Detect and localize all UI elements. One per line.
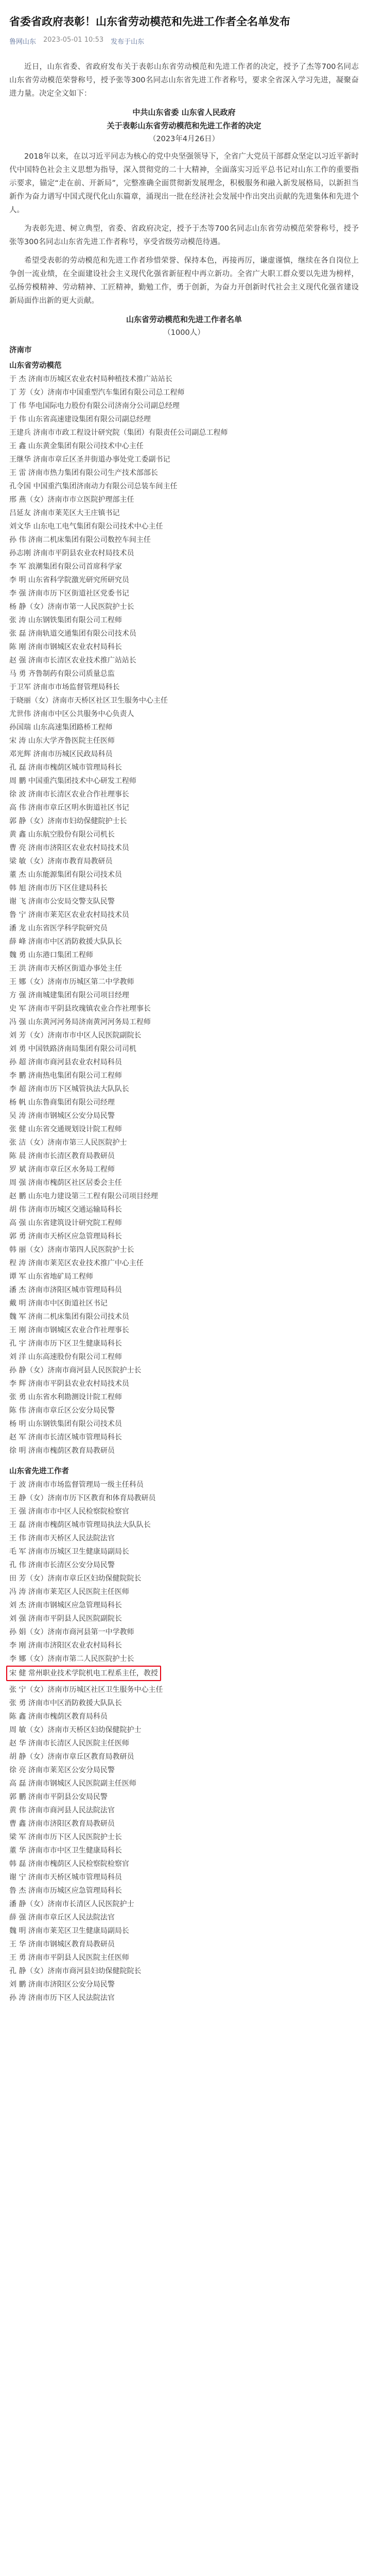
decision-date: （2023年4月26日） [148,135,220,143]
honoree-row: 孔 伟 济南市长清区公安分局民警 [9,1561,115,1569]
honoree-row: 孙国瑞 山东高速集团路桥工程师 [9,723,113,732]
honoree-row: 张 勇 山东省水利勘测设计院工程师 [9,1393,122,1401]
honoree-row: 郭 鹏 济南市平阴县公安局民警 [9,1793,108,1801]
honoree-row: 刘 芳（女）济南市市中区人民医院副院长 [9,1031,142,1040]
honoree-row: 孙 伟 济南二机床集团有限公司数控车间主任 [9,536,151,544]
honoree-row: 郭 勇 济南市天桥区应急管理局科长 [9,1232,122,1241]
honoree-row: 王 娜（女）济南市历城区第二中学教师 [9,978,134,986]
honoree-row: 徐 明 济南市槐荫区教育局教研员 [9,1447,115,1455]
honoree-row: 谢 飞 济南市公安局交警支队民警 [9,897,115,906]
honoree-row: 孙志刚 济南市平阴县农业农村局技术员 [9,549,134,557]
honoree-row: 魏 明 济南市莱芜区卫生健康局副局长 [9,1927,129,1935]
honoree-row: 邢 燕（女）济南市市立医院护理部主任 [9,496,134,504]
honoree-row: 李 军 浪潮集团有限公司首席科学家 [9,563,122,571]
honoree-row: 张 健 山东省交通规划设计院工程师 [9,1125,122,1133]
honoree-row: 薛 强 济南市章丘区人民法院法官 [9,1913,115,1922]
labor-model-list [9,372,359,1458]
honoree-row: 李 辉 济南市平阴县农业农村局技术员 [9,1380,129,1388]
honoree-row: 于晓丽（女）济南市天桥区社区卫生服务中心主任 [9,697,168,705]
honoree-row: 张 宁（女）济南市历城区社区卫生服务中心主任 [9,1686,163,1694]
honoree-row: 王 刚 济南市钢城区农业合作社理事长 [9,1326,129,1334]
honoree-row: 董 杰 山东能源集团有限公司技术员 [9,871,122,879]
honoree-row: 曹 鑫 济南市济阳区教育局教研员 [9,1820,115,1828]
honoree-row: 刘 勇 中国铁路济南局集团有限公司司机 [9,1045,136,1053]
honoree-row: 韩 旭 济南市历下区住建局科长 [9,884,108,892]
honoree-row: 王 勇 济南市平阴县人民医院主任医师 [9,1954,129,1962]
honoree-row: 杨 帆 山东鲁商集团有限公司经理 [9,1098,115,1107]
honoree-row: 张 涛 山东钢铁集团有限公司工程师 [9,616,122,624]
honoree-row: 潘 龙 山东省医学科学院研究员 [9,924,108,933]
honoree-row: 王继华 济南市章丘区圣井街道办事处党工委副书记 [9,455,170,464]
honoree-row: 赵 鹏 山东电力建设第三工程有限公司项目经理 [9,1192,158,1200]
honoree-row: 魏 军 济南二机床集团有限公司技术员 [9,1313,129,1321]
honoree-row: 丁 伟 华电国际电力股份有限公司济南分公司副总经理 [9,402,180,410]
honoree-row: 方 强 济南城建集团有限公司项目经理 [9,991,129,999]
article-title: 省委省政府表彰！山东省劳动模范和先进工作者全名单发布 [9,15,290,28]
honoree-row: 王建兵 济南市市政工程设计研究院（集团）有限责任公司副总工程师 [9,429,228,437]
honoree-row: 于 波 济南市市场监督管理局一级主任科员 [9,1481,144,1489]
honoree-row: 孔 宇 济南市历下区卫生健康局科长 [9,1340,122,1348]
honoree-row: 冯 涛 济南市莱芜区人民医院主任医师 [9,1588,129,1596]
honoree-row: 赵 强 济南市长清区农业技术推广站站长 [9,656,136,665]
honoree-row: 韩 丽（女）济南市第四人民医院护士长 [9,1246,134,1254]
honoree-row: 薛 峰 济南市中区消防救援大队队长 [9,938,122,946]
honoree-row: 赵 军 济南市长清区城市管理局科长 [9,1433,122,1442]
honoree-row: 李 刚 济南市济阳区农业农村局科长 [9,1641,122,1650]
list-count: （1000人） [163,329,205,337]
honoree-row: 吕延友 济南市莱芜区大王庄镇书记 [9,509,120,517]
honoree-row: 孙 静（女）济南市商河县人民医院护士长 [9,1366,142,1375]
honoree-row: 于卫军 济南市市场监督管理局科长 [9,683,120,691]
honoree-row: 高 强 山东省建筑设计研究院工程师 [9,1219,122,1227]
honoree-row: 张 勇 济南市中区消防救援大队队长 [9,1699,122,1707]
honoree-row: 李 强 济南市历下区街道社区党委书记 [9,589,129,598]
honoree-row: 李 鹏 济南热电集团有限公司工程师 [9,1072,122,1080]
honoree-row: 罗 斌 济南市章丘区水务局工程师 [9,1165,115,1174]
honoree-row: 郭 静（女）济南市妇幼保健院护士长 [9,817,127,825]
honoree-row: 谭 军 山东省地矿局工程师 [9,1273,93,1281]
honoree-row: 史 军 济南市平阴县玫瑰镇农业合作社理事长 [9,1005,151,1013]
honoree-row: 王 静（女）济南市历下区教育和体育局教研员 [9,1494,156,1502]
honoree-row: 徐 亮 济南市莱芜区公安分局民警 [9,1766,115,1774]
honoree-row: 王 鑫 山东黄金集团有限公司技术中心主任 [9,442,144,450]
body-paragraph-3: 希望受表彰的劳动模范和先进工作者珍惜荣誉、保持本色，再接再厉，谦虚谨慎，继续在各自岗位上争创一流业绩，在全面建设社会主义现代化强省新征程中再立新功。全省广大职工群众要以先进为榜样，弘扬劳模精神、劳动精神、工匠精神，勤勉工作，勇于创新，为奋力开创新时代社会主义现代化强省建设新局面作出新的更大贡献。 [9,257,359,305]
honoree-row: 梁 敏（女）济南市教育局教研员 [9,857,113,866]
honoree-row: 胡 伟 济南市历城区交通运输局科长 [9,1206,122,1214]
honoree-row: 黄 伟 济南市商河县人民法院法官 [9,1806,115,1815]
honoree-row: 魏 勇 山东港口集团工程师 [9,951,93,959]
honoree-row: 鲁 宁 济南市莱芜区农业农村局技术员 [9,911,129,919]
honoree-row: 马 勇 齐鲁制药有限公司质量总监 [9,670,115,678]
honoree-row: 黄 鑫 山东航空股份有限公司机长 [9,831,115,839]
honoree-row: 曹 亮 济南市济阳区农业农村局技术员 [9,844,129,852]
honoree-row: 张 洁（女）济南市第三人民医院护士 [9,1139,127,1147]
honoree-row: 刘 洋 山东高速股份有限公司工程师 [9,1353,122,1361]
honoree-row: 周 敏（女）济南市天桥区妇幼保健院护士 [9,1726,142,1734]
honoree-row: 尤世伟 济南市中区公共服务中心负责人 [9,710,134,718]
body-paragraph-2: 为表彰先进、树立典型，省委、省政府决定，授予于杰等700名同志山东省劳动模范荣誉称号，授予张等300名同志山东省先进工作者称号，享受省级劳动模范待遇。 [9,225,359,246]
advanced-worker-heading: 山东省先进工作者 [9,1467,69,1476]
honoree-row: 邓光辉 济南市历城区民政局科员 [9,750,113,758]
honoree-row: 张 磊 济南轨道交通集团有限公司技术员 [9,630,136,638]
honoree-row: 吴 涛 济南市钢城区公安分局民警 [9,1112,115,1120]
honoree-row: 冯 强 山东黄河河务局济南黄河河务局工程师 [9,1018,151,1026]
region-heading: 济南市 [9,346,32,354]
highlighted-honoree-row: 宋 健 常州职业技术学院机电工程系主任，教授 [6,1666,161,1681]
honoree-row: 韩 磊 济南市槐荫区人民检察院检察官 [9,1860,129,1868]
honoree-row: 陈 晨 济南市长清区教育局教研员 [9,1152,115,1160]
honoree-row: 孔 磊 济南市槐荫区城市管理局科长 [9,764,122,772]
list-title: 山东省劳动模范和先进工作者名单 [126,315,242,324]
honoree-row: 于 杰 济南市历城区农业农村局种植技术推广站站长 [9,375,172,383]
publish-date: 2023-05-01 10:53 [43,36,104,44]
honoree-row: 王 洪 济南市天桥区街道办事处主任 [9,964,122,973]
honoree-row: 刘文华 山东电工电气集团有限公司技术中心主任 [9,522,163,531]
honoree-row: 程 涛 济南市莱芜区农业技术推广中心主任 [9,1259,144,1267]
honoree-row: 杨 静（女）济南市第一人民医院护士长 [9,603,134,611]
honoree-row: 王 华 济南市钢城区教育局教研员 [9,1940,115,1948]
honoree-row: 胡 静（女）济南市章丘区教育局教研员 [9,1753,134,1761]
honoree-row: 刘 杰 济南市钢城区应急管理局科长 [9,1601,122,1609]
honoree-row: 杨 明 山东钢铁集团有限公司技术员 [9,1420,122,1428]
honoree-row: 谢 宁 济南市天桥区城市管理局科员 [9,1873,122,1882]
honoree-row: 陈 伟 济南市章丘区公安分局民警 [9,1406,115,1415]
article-meta [9,36,359,46]
honoree-row: 陈 刚 济南市钢城区农业农村局科长 [9,643,122,651]
issuer-title: 中共山东省委 山东省人民政府 [132,108,236,117]
honoree-row: 丁 芳（女）济南市中国重型汽车集团有限公司总工程师 [9,388,185,397]
honoree-row: 田 芳（女）济南市章丘区妇幼保健院院长 [9,1574,142,1583]
honoree-row: 孙 涛 济南市历下区人民法院法官 [9,1994,115,2002]
honoree-row: 李 娜（女）济南市第二人民医院护士长 [9,1655,134,1663]
author-label[interactable]: 发布于山东 [111,38,145,46]
honoree-row: 周 鹏 中国重汽集团技术中心研发工程师 [9,777,136,785]
honoree-row: 高 伟 济南市章丘区明水街道社区书记 [9,804,129,812]
honoree-row: 刘 鹏 济南市济阳区公安分局民警 [9,1980,115,1989]
honoree-row: 王 伟 济南市天桥区人民法院法官 [9,1534,115,1543]
honoree-row: 高 磊 济南市钢城区人民医院副主任医师 [9,1780,136,1788]
decision-title: 关于表彰山东省劳动模范和先进工作者的决定 [107,121,261,130]
body-paragraph-1: 2018年以来，在以习近平同志为核心的党中央坚强领导下，全省广大党员干部群众坚定以习近平新时代中国特色社会主义思想为指导，深入贯彻党的二十大精神，全面落实习近平总书记对山东工作的重要指示要求，锚定“走在前、开新局”，完整准确全面贯彻新发展理念，积极服务和融入新发展格局，以新担当新作为奋力谱写中国式现代化山东篇章，涌现出一批在经济社会发展中作出突出贡献的先进集体和先进个人。 [9,152,359,214]
honoree-row: 孔令国 中国重汽集团济南动力有限公司总装车间主任 [9,482,178,490]
labor-model-heading: 山东省劳动模范 [9,362,62,370]
honoree-row: 孙 超 济南市商河县农业农村局科员 [9,1058,122,1066]
intro-paragraph: 近日，山东省委、省政府发布关于表彰山东省劳动模范和先进工作者的决定，授予了杰等700名同志山东省劳动模范荣誉称号，授予张等300名同志山东省先进工作者称号，要求全省深入学习先进，凝聚奋进力量。决定全文如下： [9,63,359,98]
honoree-row: 孙 娟（女）济南市商河县第一中学教师 [9,1628,134,1636]
honoree-row: 潘 杰 济南市济阳区城市管理局科员 [9,1286,122,1294]
honoree-row: 王 雷 济南市热力集团有限公司生产技术部部长 [9,469,158,477]
honoree-row: 戴 明 济南市中区街道社区书记 [9,1299,108,1308]
honoree-row: 赵 华 济南市长清区人民医院主任医师 [9,1739,129,1748]
honoree-row: 董 华 济南市市中区卫生健康局科长 [9,1846,122,1855]
honoree-row: 陈 鑫 济南市槐荫区教育局科员 [9,1713,108,1721]
honoree-row: 王 强 济南市市中区人民检察院检察官 [9,1507,129,1516]
honoree-row: 宋 涛 山东大学齐鲁医院主任医师 [9,737,115,745]
advanced-worker-list [9,1478,359,2005]
honoree-row: 潘 静（女）济南市长清区人民医院护士 [9,1900,134,1908]
honoree-row: 毛 军 济南市历城区卫生健康局副局长 [9,1548,129,1556]
honoree-row: 李 超 济南市历下区城管执法大队队长 [9,1085,129,1093]
honoree-row: 王 磊 济南市槐荫区城市管理局执法大队队长 [9,1521,151,1529]
honoree-row: 孔 静（女）济南市商河县妇幼保健院院长 [9,1967,142,1975]
honoree-row: 梁 军 济南市历下区人民医院护士长 [9,1833,122,1841]
honoree-row: 周 强 济南市槐荫区社区居委会主任 [9,1179,122,1187]
honoree-row: 刘 强 济南市平阴县人民医院副院长 [9,1615,122,1623]
source-link[interactable]: 鲁网山东 [9,38,37,46]
honoree-row: 李 明 山东省科学院激光研究所研究员 [9,576,129,584]
honoree-row: 鲁 杰 济南市历城区应急管理局科长 [9,1887,122,1895]
honoree-row: 于 伟 山东省高速建设集团有限公司副总经理 [9,415,151,423]
honoree-row: 徐 波 济南市长清区农业合作社理事长 [9,790,129,799]
